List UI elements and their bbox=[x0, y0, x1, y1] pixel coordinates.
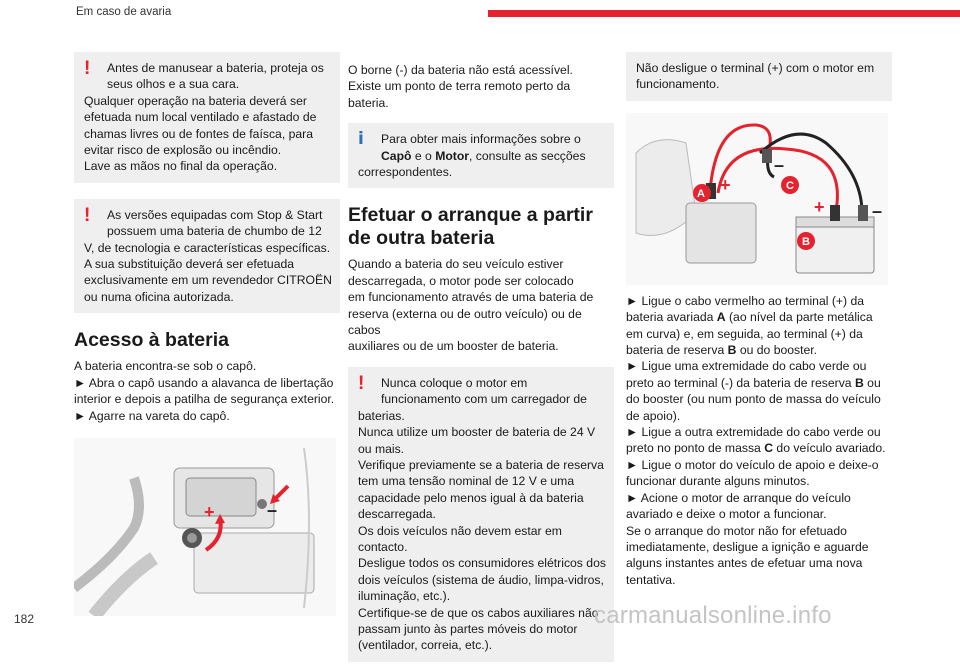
body-line: O borne (-) da bateria não está acessível. bbox=[348, 63, 573, 77]
info-text: correspondentes. bbox=[358, 165, 453, 180]
note-box-positive-terminal bbox=[626, 52, 892, 101]
figure-plus-label-a: + bbox=[720, 174, 731, 195]
warning-text: Certifique-se de que os cabos auxiliares não bbox=[358, 605, 599, 620]
warning-box-jump-start bbox=[348, 367, 614, 662]
warning-icon: ! bbox=[84, 204, 91, 226]
label-b: B bbox=[727, 343, 737, 358]
figure-minus-label: – bbox=[267, 499, 278, 520]
label-a: A bbox=[716, 310, 726, 325]
step-line: funcionar durante alguns minutos. bbox=[626, 474, 810, 489]
info-text: , consulte as secções bbox=[469, 148, 586, 163]
figure-label-c: C bbox=[786, 179, 794, 192]
warning-text: Os dois veículos não devem estar em bbox=[358, 523, 562, 538]
step-line: imediatamente, desligue a ignição e aguarde bbox=[626, 539, 869, 554]
figure-label-b: B bbox=[802, 235, 810, 248]
step-line bbox=[626, 375, 892, 391]
info-text: Para obter mais informações sobre o bbox=[381, 132, 581, 147]
jump-start-drawing bbox=[626, 113, 888, 285]
info-text bbox=[358, 148, 606, 164]
step-line: ► Acione o motor de arranque do veículo bbox=[626, 490, 851, 505]
section-title-line: de outra bateria bbox=[348, 227, 495, 250]
warning-text: A sua substituição deverá ser efetuada bbox=[84, 257, 295, 272]
note-text: funcionamento. bbox=[636, 77, 720, 92]
page-number: 182 bbox=[14, 612, 35, 626]
column-3 bbox=[626, 52, 892, 588]
step-line: tentativa. bbox=[626, 572, 676, 587]
warning-text: ou mais. bbox=[358, 441, 405, 456]
warning-icon: ! bbox=[84, 58, 91, 79]
note-text: Não desligue o terminal (+) com o motor em bbox=[636, 61, 875, 75]
watermark: carmanualsonline.info bbox=[594, 602, 832, 629]
step-text: preto no ponto de massa bbox=[626, 441, 765, 456]
body-text-negative-terminal bbox=[348, 62, 614, 111]
step-text: bateria de reserva bbox=[626, 343, 728, 358]
step-line: ► Ligue o motor do veículo de apoio e deixe-o bbox=[626, 457, 879, 472]
step-line: em curva) e, em seguida, ao terminal (+) da bbox=[626, 326, 863, 341]
step-line bbox=[626, 342, 892, 358]
warning-text: V, de tecnologia e características específicas. bbox=[84, 240, 331, 255]
warning-text: tem uma tensão nominal de 12 V e uma bbox=[358, 474, 575, 489]
figure-label-a: A bbox=[697, 187, 705, 200]
body-line: em funcionamento através de uma bateria de bbox=[348, 290, 594, 305]
body-line: Quando a bateria do seu veículo estiver bbox=[348, 257, 564, 272]
step-line: Se o arranque do motor não for efetuado bbox=[626, 523, 847, 538]
warning-box-battery-handling bbox=[74, 52, 340, 183]
info-box-more-information bbox=[348, 123, 614, 188]
step-text: do veículo avariado. bbox=[773, 441, 886, 456]
body-line: auxiliares ou de um booster de bateria. bbox=[348, 339, 559, 354]
step-line: avariado e deixe o motor a funcionar. bbox=[626, 507, 827, 522]
body-text-jump-start-steps bbox=[626, 293, 892, 588]
warning-text: funcionamento com um carregador de bbox=[381, 392, 587, 407]
section-title-jump-start bbox=[348, 204, 614, 250]
body-line: reserva (externa ou de outro veículo) ou de cabos bbox=[348, 306, 582, 338]
warning-text: As versões equipadas com Stop & Start bbox=[107, 207, 323, 222]
body-text-jump-start bbox=[348, 256, 614, 354]
step-text: (ao nível da parte metálica bbox=[725, 310, 873, 325]
body-line: descarregada, o motor pode ser colocado bbox=[348, 273, 574, 288]
info-icon: i bbox=[358, 129, 364, 150]
warning-text: descarregada. bbox=[358, 507, 436, 522]
warning-text: Antes de manusear a bateria, proteja os bbox=[107, 61, 324, 75]
warning-icon: ! bbox=[358, 372, 365, 394]
column-2 bbox=[348, 52, 614, 672]
warning-text: ou numa oficina autorizada. bbox=[84, 289, 234, 304]
warning-text: contacto. bbox=[358, 539, 408, 554]
body-line: ► Abra o capô usando a alavanca de libertação bbox=[74, 375, 334, 390]
warning-text: Qualquer operação na bateria deverá ser bbox=[84, 93, 307, 108]
jump-start-illustration bbox=[626, 113, 888, 285]
label-c: C bbox=[764, 441, 774, 456]
warning-text: Desligue todos os consumidores elétricos dos bbox=[358, 556, 606, 571]
step-line bbox=[626, 309, 892, 325]
body-line: bateria. bbox=[348, 95, 389, 110]
warning-text: (ventilador, correia, etc.). bbox=[358, 638, 493, 653]
figure-minus-label-b: – bbox=[872, 200, 883, 221]
body-line: A bateria encontra-se sob o capô. bbox=[74, 359, 257, 374]
warning-text: capacidade pelo menos igual à da bateria bbox=[358, 490, 584, 505]
warning-text: Nunca coloque o motor em bbox=[381, 375, 528, 390]
warning-text: chamas livres ou de fontes de faísca, para bbox=[84, 126, 313, 141]
body-line: Existe um ponto de terra remoto perto da bbox=[348, 79, 571, 94]
label-b: B bbox=[854, 375, 864, 390]
step-line: ► Ligue o cabo vermelho ao terminal (+) da bbox=[626, 293, 864, 308]
step-line bbox=[626, 440, 892, 456]
section-title-line: Efetuar o arranque a partir bbox=[348, 204, 593, 227]
capo-term: Capô bbox=[381, 148, 412, 163]
running-header: Em caso de avaria bbox=[76, 6, 172, 18]
column-1 bbox=[74, 52, 340, 616]
step-text: ou bbox=[863, 375, 881, 390]
body-line: interior e depois a patilha de segurança exterior. bbox=[74, 392, 335, 407]
step-text: ou do booster. bbox=[736, 343, 818, 358]
step-line: ► Ligue uma extremidade do cabo verde ou bbox=[626, 359, 867, 374]
warning-text: iluminação, etc.). bbox=[358, 589, 451, 604]
warning-text: seus olhos e a sua cara. bbox=[107, 77, 240, 92]
warning-text: Lave as mãos no final da operação. bbox=[84, 159, 278, 174]
step-text: preto ao terminal (-) da bateria de reserva bbox=[626, 375, 855, 390]
warning-text: possuem uma bateria de chumbo de 12 bbox=[107, 224, 322, 239]
section-title-battery-access: Acesso à bateria bbox=[74, 329, 230, 352]
warning-box-stop-start bbox=[74, 199, 340, 313]
warning-text: passam junto às partes móveis do motor bbox=[358, 621, 578, 636]
body-text-battery-access bbox=[74, 358, 340, 424]
warning-text: exclusivamente em um revendedor CITROËN bbox=[84, 273, 332, 288]
step-line: alguns instantes antes de efetuar uma nova bbox=[626, 556, 863, 571]
warning-text: dois veículos (sistema de áudio, limpa-vidros, bbox=[358, 572, 604, 587]
engine-bay-illustration bbox=[74, 438, 336, 616]
figure-plus-label: + bbox=[204, 501, 215, 522]
figure-minus-label-c: – bbox=[774, 154, 785, 175]
figure-plus-label-b: + bbox=[814, 196, 825, 217]
info-text: e o bbox=[411, 148, 436, 163]
step-line: ► Ligue a outra extremidade do cabo verde ou bbox=[626, 425, 881, 440]
step-line: do booster (ou num ponto de massa do veículo bbox=[626, 392, 881, 407]
warning-text: Nunca utilize um booster de bateria de 24 V bbox=[358, 425, 596, 440]
body-line: ► Agarre na vareta do capô. bbox=[74, 408, 230, 423]
warning-text: Verifique previamente se a bateria de reserva bbox=[358, 457, 604, 472]
engine-bay-drawing bbox=[74, 438, 336, 616]
warning-text: evitar risco de explosão ou incêndio. bbox=[84, 143, 282, 158]
step-line: de apoio). bbox=[626, 408, 681, 423]
step-text: bateria avariada bbox=[626, 310, 717, 325]
motor-term: Motor bbox=[435, 148, 470, 163]
warning-text: baterias. bbox=[358, 408, 405, 423]
warning-text: efetuada num local ventilado e afastado de bbox=[84, 110, 317, 125]
header-accent-bar bbox=[488, 10, 960, 17]
